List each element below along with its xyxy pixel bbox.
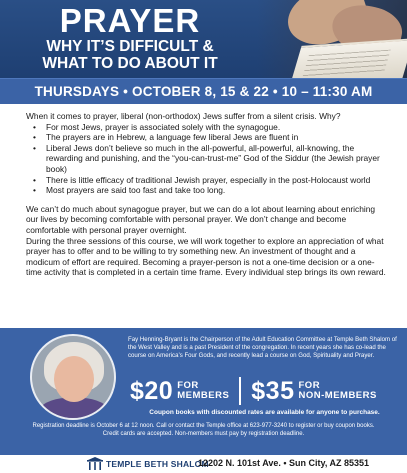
nonmembers-label [299,381,377,401]
members-label [177,381,229,401]
temple-name: TEMPLE BETH SHALOM [106,459,209,469]
list-item: • For most Jews, prayer is associated solely with the synagogue. [26,122,386,133]
members-price [130,377,229,406]
instructor-bio: Fay Henning-Bryant is the Chairperson of the Adult Education Committee at Temple Beth Shalom of the West Valley and is a past President of the congregation. In recent years she has co-lead the course on America’s Four Gods, and recently lead a course on God, Spirituality and Prayer. [128,336,397,359]
price-divider [239,377,241,405]
nonmembers-label-line1: FOR [298,380,321,391]
subtitle-line-1: WHY IT’S DIFFICULT & [46,38,214,55]
temple-address: 12202 N. 101st Ave. • Sun City, AZ 85351 [198,458,370,468]
page-subtitle [0,38,260,72]
course-description [26,111,386,278]
subtitle-line-2: WHAT TO DO ABOUT IT [42,55,218,72]
reasons-list [26,122,386,196]
header-banner [0,0,407,78]
members-amount: $20 [130,376,174,405]
registration-line-2: Credit cards are accepted. Non-members must pay by registration deadline. [102,431,305,438]
page-title: PRAYER [59,2,201,39]
instructor-photo [30,334,116,420]
registration-info [0,422,407,439]
list-item: • Liberal Jews don’t believe so much in the all-powerful, all-powerful, all-knowing, the rewarding and punishing, and the “you-can-trust-me” God of the Siddur (the Jewish prayer book) [26,143,386,175]
temple-logo-icon [86,457,104,471]
nonmembers-price [251,377,377,406]
prayer-book-image [290,38,407,78]
paragraph-3: During the three sessions of this course, we will work together to explore an appreciation of what prayer has to offer and to be willing to try something new. An investment of thought and a modicum of effort are required. Becoming a prayer-person is not a one-time decision or a one-time activity that is completed in a certain time frame. Every individual step brings its own reward. [26,235,386,278]
praying-hands-photo [257,0,407,78]
price-row [130,375,400,407]
instructor-pricing-panel [0,328,407,473]
list-item: • Most prayers are said too fast and take too long. [26,185,386,196]
members-label-line2: MEMBERS [177,390,230,401]
nonmembers-label-line2: NON-MEMBERS [298,390,377,401]
coupon-note: Coupon books with discounted rates are available for anyone to purchase. [149,409,380,416]
schedule-bar: THURSDAYS • OCTOBER 8, 15 & 22 • 10 – 11:30 AM [0,78,407,104]
nonmembers-amount: $35 [251,376,295,405]
list-item: • The prayers are in Hebrew, a language few liberal Jews are fluent in [26,132,386,143]
paragraph-2: We can’t do much about synagogue prayer, but we can do a lot about learning about enriching our lives by becoming comfortable with personal prayer. We don’t change and become comfortable with personal prayer overnight. [26,203,376,235]
members-label-line1: FOR [177,380,199,391]
registration-line-1: Registration deadline is October 6 at 12 noon. Call or contact the Temple office at 623-977-3240 to register or buy coupon books. [32,423,375,429]
list-item: • There is little efficacy of traditional Jewish prayer, especially in the post-Holocaust world [26,175,386,186]
intro-paragraph: When it comes to prayer, liberal (non-orthodox) Jews suffer from a silent crisis. Why? [26,111,341,121]
footer [0,455,407,473]
